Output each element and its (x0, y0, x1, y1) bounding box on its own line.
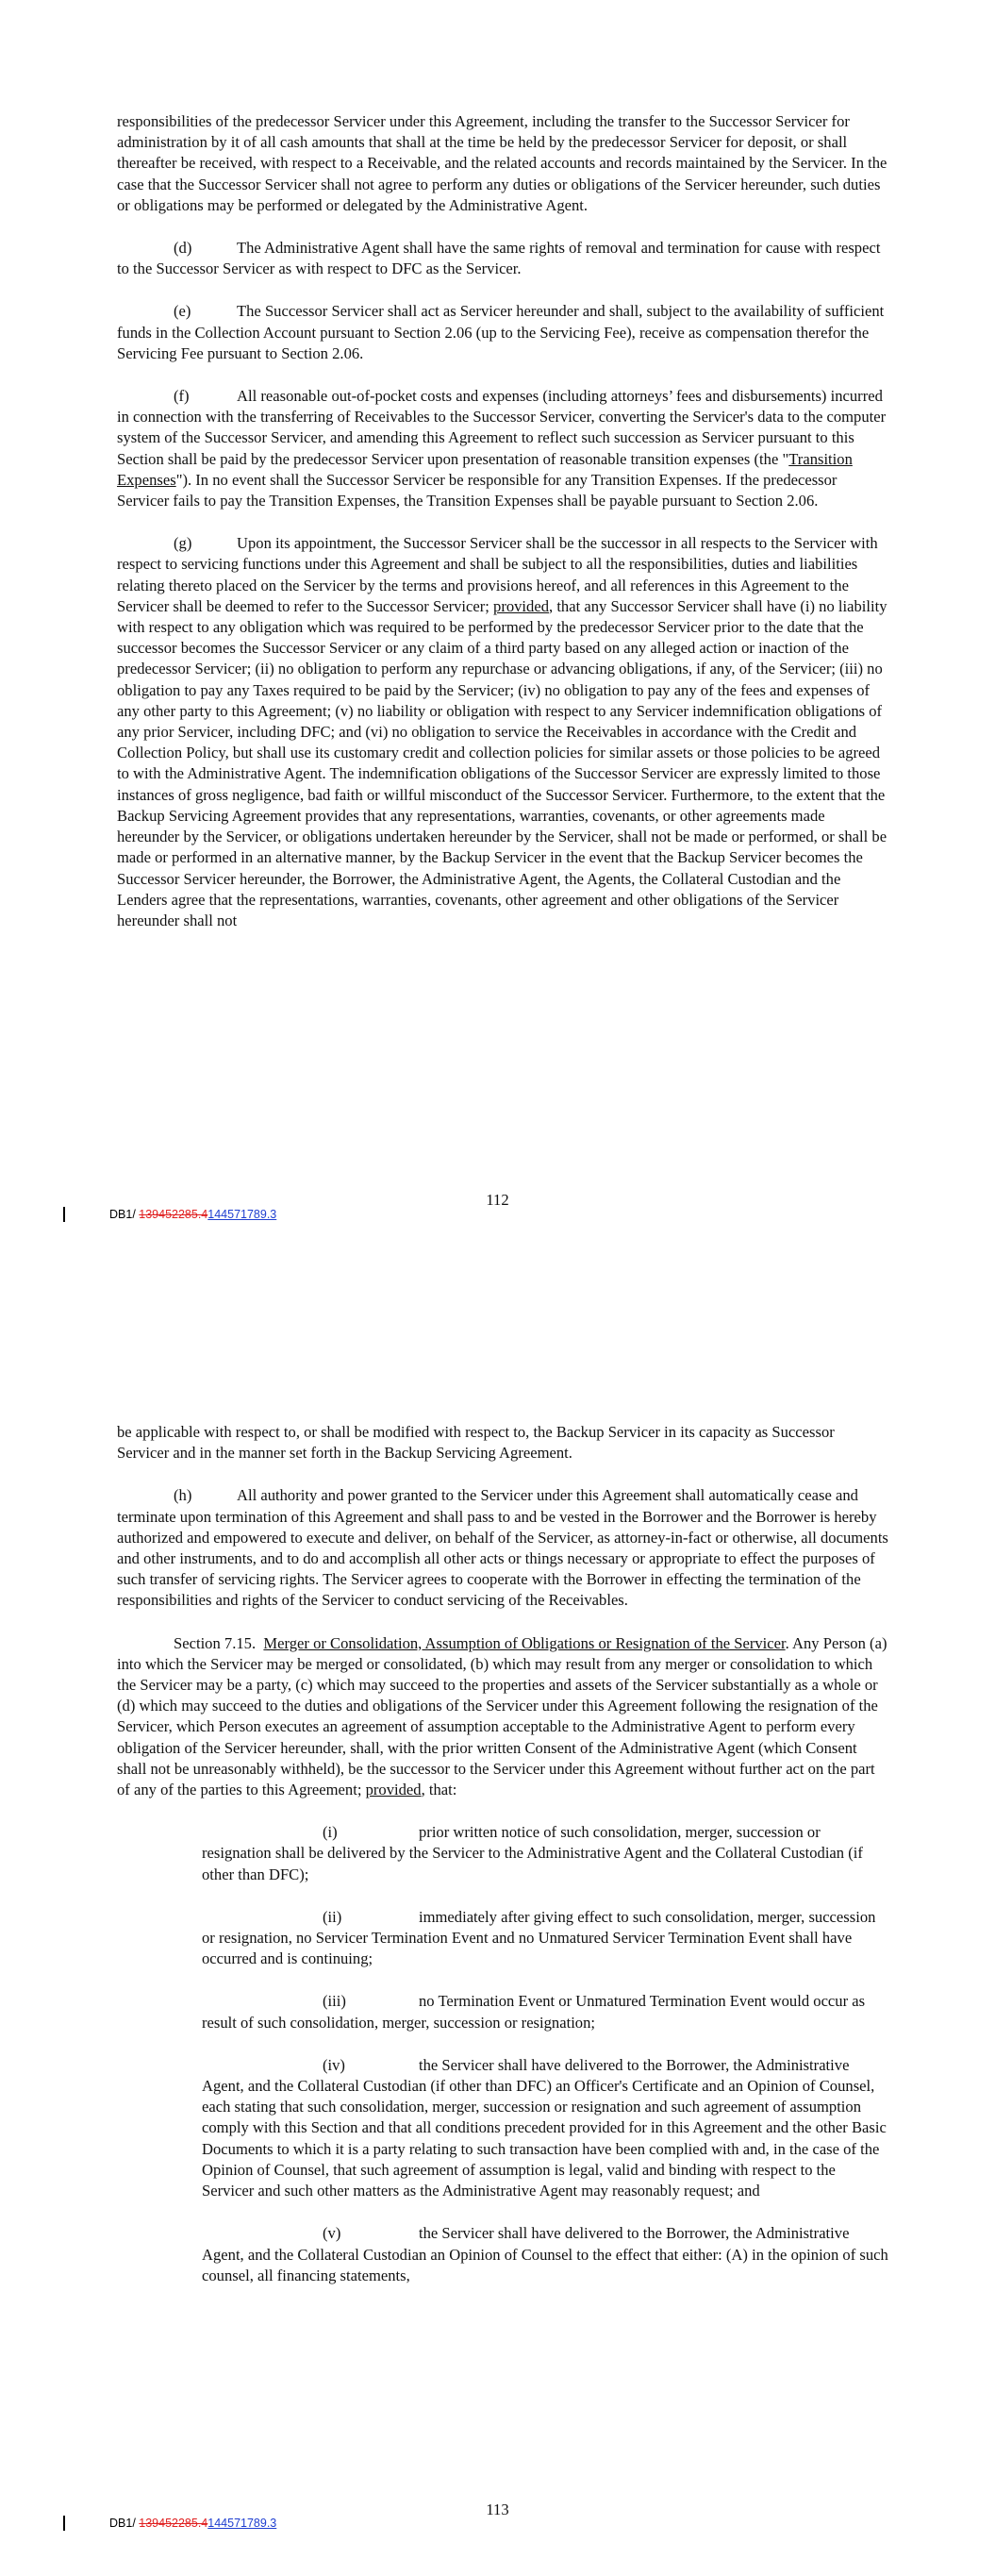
paragraph-f-text-after: "). In no event shall the Successor Servicer be responsible for any Transition Expenses. If the predecessor Servicer fails to pay the Transition Expenses, the Transition Expenses shall be payable pursuant to Section 2.06. (117, 470, 837, 510)
document-id-inserted: 144571789.3 (207, 1208, 277, 1221)
paragraph-d-text: The Administrative Agent shall have the same rights of removal and termination for cause with respect to the Successor Servicer as with respect to DFC as the Servicer. (117, 239, 881, 278)
paragraph-f-text-before: All reasonable out-of-pocket costs and expenses (including attorneys’ fees and disbursements) incurred in connection with the transferring of Receivables to the Successor Servicer, converting the Servicer's data to the computer system of the Successor Servicer, and amending this Agreement to reflect such succession as Servicer pursuant to this Section shall be paid by the predecessor Servicer upon presentation of reasonable transition expenses (the " (117, 387, 887, 468)
subclause-iii-label: (iii) (323, 1992, 346, 2011)
section-7-15-text-before: . Any Person (a) into which the Servicer may be merged or consolidated, (b) which may result from any merger or consolidation to which the Servicer may be a party, (c) which may succeed to the properties and assets of the Servicer substantially as a whole or (d) which may succeed to the duties and obligations of the Servicer under this Agreement following the resignation of the Servicer, which Person executes an agreement of assumption acceptable to the Administrative Agent to perform every obligation of the Servicer hereunder, shall, with the prior written Consent of the Administrative Agent (which Consent shall not be unreasonably withheld), be the successor to the Servicer under this Agreement without further act on the part of any of the parties to this Agreement; (117, 1633, 887, 1799)
provided-term: provided (493, 596, 550, 615)
section-7-15-text-after: , that: (421, 1781, 457, 1799)
document-id-deleted: 139452285.4 (139, 1208, 208, 1221)
paragraph-g-text-before: Upon its appointment, the Successor Servicer shall be the successor in all respects to the Servicer with respect to servicing functions under this Agreement and shall be subject to all the responsibilities, duties and liabilities relating thereto placed on the Servicer by the terms and provisions hereof, and all references in this Agreement to the Servicer shall be deemed to refer to the Successor Servicer; (117, 534, 878, 615)
paragraph-g-text-after: , that any Successor Servicer shall have (i) no liability with respect to any obligation which was required to be performed by the predecessor Servicer prior to the date that the successor becomes the Successor Servicer or any claim of a third party based on any alleged action or inaction of the predecessor Servicer; (ii) no obligation to perform any repurchase or advancing obligations, if any, of the Servicer; (iii) no obligation to pay any Taxes required to be paid by the Servicer; (iv) no obligation to pay any of the fees and expenses of any other party to this Agreement; (v) no liability or obligation with respect to any Servicer indemnification obligations of any prior Servicer, including DFC; and (vi) no obligation to service the Receivables in accordance with the Credit and Collection Policy, but shall use its customary credit and collection policies for similar assets or those policies to be agreed to with the Administrative Agent. The indemnification obligations of the Successor Servicer are expressly limited to those instances of gross negligence, bad faith or willful misconduct of the Successor Servicer. Furthermore, to the extent that the Backup Servicing Agreement provides that any representations, warranties, covenants, or other agreements made hereunder by the Servicer, or obligations undertaken hereunder by the Servicer, shall not be made or performed, or shall be made or performed in an alternative manner, by the Backup Servicer in the event that the Backup Servicer becomes the Successor Servicer hereunder, the Borrower, the Administrative Agent, the Agents, the Collateral Custodian and the Lenders agree that the representations, warranties, covenants, other agreement and other obligations of the Servicer hereunder shall not (117, 596, 887, 929)
paragraph-g (117, 533, 890, 931)
page-113-body (117, 1422, 890, 2308)
subclause-ii (202, 1907, 890, 1970)
defined-term-transition-expenses: Transition Expenses (117, 449, 853, 489)
paragraph-g-label: (g) (174, 534, 192, 553)
subclause-i-label: (i) (323, 1823, 338, 1842)
subclause-iv-label: (iv) (323, 2055, 345, 2074)
page-112 (0, 0, 995, 1255)
subclause-iii (202, 1991, 890, 2032)
paragraph-h (117, 1485, 890, 1611)
paragraph-e (117, 301, 890, 364)
document-id (109, 1208, 276, 1221)
paragraph-d-label: (d) (174, 239, 192, 258)
subclause-i-text: prior written notice of such consolidation, merger, succession or resignation shall be delivered by the Servicer to the Administrative Agent and the Collateral Custodian (if other than DFC); (202, 1823, 863, 1883)
page-number: 112 (486, 1191, 509, 1209)
subclause-ii-text: immediately after giving effect to such consolidation, merger, succession or resignation, no Servicer Termination Event and no Unmatured Servicer Termination Event shall have occurred and is continuing; (202, 1907, 876, 1968)
subclause-v-label: (v) (323, 2224, 341, 2243)
paragraph-e-label: (e) (174, 302, 191, 321)
section-7-15-number: Section 7.15. (174, 1633, 257, 1652)
subclause-iv (202, 2055, 890, 2201)
paragraph-e-text: The Successor Servicer shall act as Servicer hereunder and shall, subject to the availability of sufficient funds in the Collection Account pursuant to Section 2.06 (up to the Servicing Fee), receive as compensation therefor the Servicing Fee pursuant to Section 2.06. (117, 302, 885, 362)
continued-paragraph: responsibilities of the predecessor Servicer under this Agreement, including the transfer to the Successor Servicer for administration by it of all cash amounts that shall at the time be held by the predecessor Servicer for deposit, or shall thereafter be received, with respect to a Receivable, and the related accounts and records maintained by the Servicer. In the case that the Successor Servicer shall not agree to perform any duties or obligations of the Servicer hereunder, such duties or obligations may be performed or delegated by the Administrative Agent. (117, 112, 887, 214)
document-id-inserted: 144571789.3 (207, 2517, 277, 2530)
subclause-v-text: the Servicer shall have delivered to the Borrower, the Administrative Agent, and the Collateral Custodian an Opinion of Counsel to the effect that either: (A) in the opinion of such counsel, all financing statements, (202, 2224, 888, 2284)
document-id-deleted: 139452285.4 (139, 2517, 208, 2530)
paragraph-h-text: All authority and power granted to the Servicer under this Agreement shall automatically cease and terminate upon termination of this Agreement and shall pass to and be vested in the Borrower and the Borrower is hereby authorized and empowered to execute and deliver, on behalf of the Servicer, as attorney-in-fact or otherwise, all documents and other instruments, and to do and accomplish all other acts or things necessary or appropriate to effect the purposes of such transfer of servicing rights. The Servicer agrees to cooperate with the Borrower in effecting the termination of the responsibilities and rights of the Servicer to conduct servicing of the Receivables. (117, 1486, 888, 1610)
paragraph-f-label: (f) (174, 387, 190, 406)
paragraph-h-label: (h) (174, 1486, 192, 1505)
subclause-i (202, 1822, 890, 1885)
subclause-v (202, 2223, 890, 2286)
subclause-ii-label: (ii) (323, 1907, 342, 1926)
page-number: 113 (486, 2501, 509, 2518)
document-id-prefix: DB1/ (109, 1208, 140, 1221)
paragraph-f (117, 386, 890, 511)
page-112-body (117, 111, 890, 953)
subclause-iv-text: the Servicer shall have delivered to the Borrower, the Administrative Agent, and the Collateral Custodian (if other than DFC) an Officer's Certificate and an Opinion of Counsel, each stating that such consolidation, merger, succession or resignation and such agreement of assumption comply with this Section and that all conditions precedent provided for in this Agreement and the other Basic Documents to which it is a party relating to such transaction have been complied with and, in the case of the Opinion of Counsel, that such agreement of assumption is legal, valid and binding with respect to the Servicer and such other matters as the Administrative Agent may reasonably request; and (202, 2055, 887, 2200)
page-113 (0, 1397, 995, 2576)
continued-paragraph: be applicable with respect to, or shall be modified with respect to, the Backup Servicer in its capacity as Successor Servicer and in the manner set forth in the Backup Servicing Agreement. (117, 1423, 835, 1463)
paragraph-d (117, 238, 890, 279)
provided-term: provided (365, 1781, 422, 1799)
subclause-iii-text: no Termination Event or Unmatured Termination Event would occur as result of such consolidation, merger, succession or resignation; (202, 1992, 866, 2032)
document-id-prefix: DB1/ (109, 2517, 140, 2530)
section-7-15-heading: Merger or Consolidation, Assumption of Obligations or Resignation of the Servicer (263, 1633, 786, 1652)
section-7-15 (117, 1633, 890, 1801)
